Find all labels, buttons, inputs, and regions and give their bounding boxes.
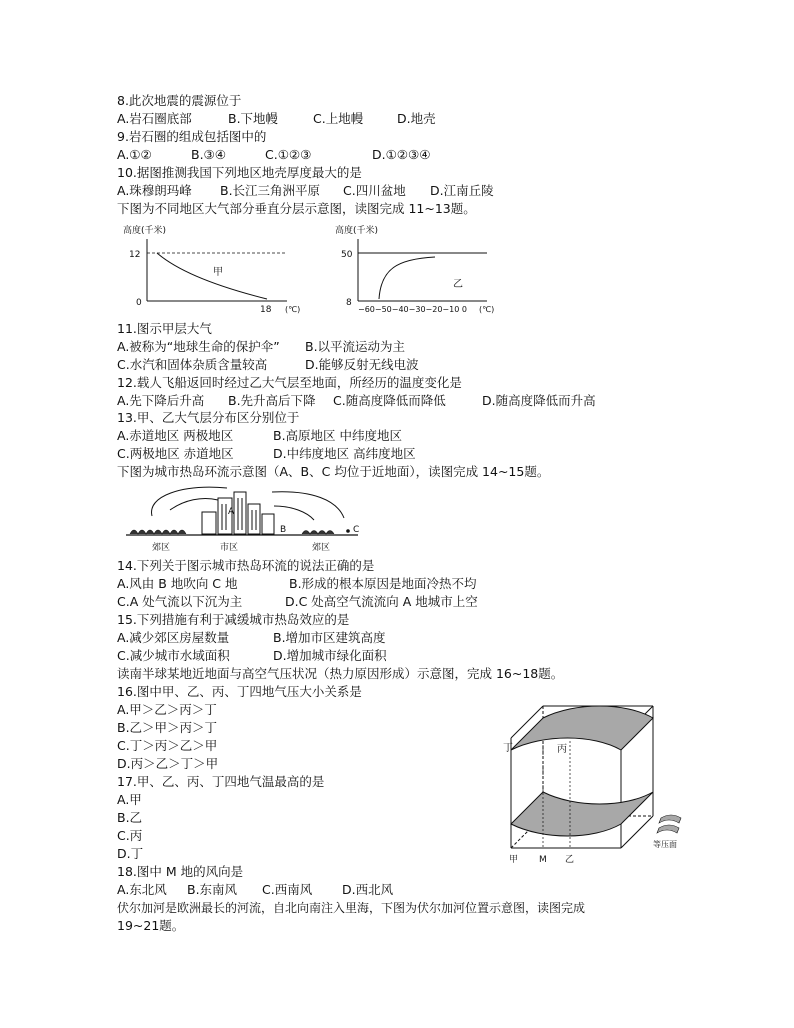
q16-option-d: D.丙＞乙＞丁＞甲 bbox=[117, 756, 219, 771]
q10-option-d: D.江南丘陵 bbox=[430, 183, 494, 198]
label-suburb-right: 郊区 bbox=[312, 543, 331, 553]
label-suburb-left: 郊区 bbox=[152, 543, 171, 553]
q16-option-a: A.甲＞乙＞丙＞丁 bbox=[117, 702, 217, 717]
atmosphere-layer-figure bbox=[117, 219, 507, 319]
legend-label: 等压面 bbox=[653, 840, 677, 849]
q8-stem: 8.此次地震的震源位于 bbox=[117, 93, 242, 108]
intro-11-13: 下图为不同地区大气部分垂直分层示意图，读图完成 11~13题。 bbox=[117, 201, 476, 216]
q12-option-c: C.随高度降低而降低 bbox=[333, 393, 446, 408]
label-c: C bbox=[353, 525, 360, 535]
q12-stem: 12.载人飞船返回时经过乙大气层至地面，所经历的温度变化是 bbox=[117, 375, 462, 390]
lower-isobaric-surface bbox=[511, 792, 653, 836]
legend-symbol-bottom bbox=[657, 825, 679, 833]
q15-option-a: A.减少郊区房屋数量 bbox=[117, 630, 230, 645]
q15-option-d: D.增加城市绿化面积 bbox=[273, 648, 387, 663]
left-temp-curve bbox=[157, 253, 267, 299]
left-ylabel: 高度(千米) bbox=[123, 226, 167, 236]
label-bing: 丙 bbox=[557, 744, 567, 755]
q13-option-b: B.高原地区 中纬度地区 bbox=[273, 428, 403, 443]
legend-symbol-top bbox=[659, 815, 681, 823]
q12-option-b: B.先升高后下降 bbox=[228, 393, 316, 408]
q15-option-b: B.增加市区建筑高度 bbox=[273, 630, 386, 645]
intro-14-15: 下图为城市热岛环流示意图（A、B、C 均位于近地面），读图完成 14~15题。 bbox=[117, 464, 550, 479]
q10-option-c: C.四川盆地 bbox=[343, 183, 406, 198]
q17-stem: 17.甲、乙、丙、丁四地气温最高的是 bbox=[117, 774, 325, 789]
label-m: M bbox=[539, 855, 547, 865]
label-yi: 乙 bbox=[565, 855, 575, 865]
isobaric-surface-figure bbox=[503, 700, 693, 868]
q11-option-b: B.以平流运动为主 bbox=[305, 339, 406, 354]
left-x-unit: (℃) bbox=[285, 305, 301, 314]
q13-option-a: A.赤道地区 两极地区 bbox=[117, 428, 234, 443]
circulation-arc-right-outer bbox=[272, 492, 344, 518]
q11-option-d: D.能够反射无线电波 bbox=[305, 357, 419, 372]
label-b: B bbox=[280, 525, 287, 535]
q10-option-b: B.长江三角洲平原 bbox=[220, 183, 321, 198]
q18-stem: 18.图中 M 地的风向是 bbox=[117, 864, 244, 879]
q17-option-b: B.乙 bbox=[117, 810, 143, 825]
label-urban: 市区 bbox=[220, 543, 239, 553]
city-buildings bbox=[202, 492, 274, 534]
q16-option-b: B.乙＞甲＞丙＞丁 bbox=[117, 720, 218, 735]
point-c-dot bbox=[346, 529, 350, 533]
left-x-end-tick: 18 bbox=[260, 305, 272, 315]
q8-option-a: A.岩石圈底部 bbox=[117, 111, 192, 126]
q18-option-a: A.东北风 bbox=[117, 882, 167, 897]
right-temp-curve bbox=[379, 257, 435, 299]
q11-option-c: C.水汽和固体杂质含量较高 bbox=[117, 357, 268, 372]
q10-option-a: A.珠穆朗玛峰 bbox=[117, 183, 192, 198]
right-y-bottom-tick: 8 bbox=[346, 298, 352, 308]
q14-option-c: C.A 处气流以下沉为主 bbox=[117, 594, 243, 609]
closing-line-1: 伏尔加河是欧洲最长的河流，自北向南注入里海，下图为伏尔加河位置示意图，读图完成 bbox=[117, 901, 586, 915]
label-a: A bbox=[228, 507, 235, 517]
q9-option-d: D.①②③④ bbox=[372, 147, 431, 162]
closing-line-2: 19~21题。 bbox=[117, 918, 185, 933]
q15-option-c: C.减少城市水域面积 bbox=[117, 648, 230, 663]
q17-option-c: C.丙 bbox=[117, 828, 143, 843]
left-y-top-tick: 12 bbox=[129, 250, 141, 260]
q9-option-a: A.①② bbox=[117, 147, 152, 162]
trees-right bbox=[302, 531, 334, 535]
q10-stem: 10.据图推测我国下列地区地壳厚度最大的是 bbox=[117, 165, 362, 180]
q14-option-d: D.C 处高空气流流向 A 地城市上空 bbox=[285, 594, 478, 609]
circulation-arc-left-inner bbox=[170, 498, 218, 510]
q13-stem: 13.甲、乙大气层分布区分别位于 bbox=[117, 410, 300, 425]
q15-stem: 15.下列措施有利于减缓城市热岛效应的是 bbox=[117, 612, 350, 627]
atmosphere-left-panel bbox=[123, 224, 300, 315]
q16-option-c: C.丁＞丙＞乙＞甲 bbox=[117, 738, 218, 753]
right-y-top-tick: 50 bbox=[341, 250, 353, 260]
q12-option-a: A.先下降后升高 bbox=[117, 393, 205, 408]
q17-option-d: D.丁 bbox=[117, 846, 144, 861]
label-ding: 丁 bbox=[503, 743, 513, 754]
upper-isobaric-surface bbox=[511, 706, 653, 750]
q9-stem: 9.岩石圈的组成包括图中的 bbox=[117, 129, 267, 144]
left-y-bottom-tick: 0 bbox=[136, 298, 142, 308]
q8-option-d: D.地壳 bbox=[397, 111, 436, 126]
circulation-arc-right-inner bbox=[274, 506, 314, 520]
label-jia: 甲 bbox=[509, 855, 519, 865]
right-x-ticks: −60−50−40−30−20−10 0 bbox=[358, 305, 467, 314]
city-heat-island-figure bbox=[122, 480, 382, 556]
q13-option-d: D.中纬度地区 高纬度地区 bbox=[273, 446, 416, 461]
q14-option-a: A.风由 B 地吹向 C 地 bbox=[117, 576, 238, 591]
right-ylabel: 高度(千米) bbox=[335, 226, 379, 236]
atmosphere-right-panel bbox=[335, 224, 494, 314]
right-label-yi: 乙 bbox=[453, 279, 463, 290]
q14-stem: 14.下列关于图示城市热岛环流的说法正确的是 bbox=[117, 558, 375, 573]
q18-option-d: D.西北风 bbox=[342, 882, 394, 897]
q18-option-b: B.东南风 bbox=[187, 882, 238, 897]
q8-option-b: B.下地幔 bbox=[228, 111, 279, 126]
q14-option-b: B.形成的根本原因是地面冷热不均 bbox=[289, 576, 477, 591]
q12-option-d: D.随高度降低而升高 bbox=[482, 393, 596, 408]
q13-option-c: C.两极地区 赤道地区 bbox=[117, 446, 234, 461]
q8-option-c: C.上地幔 bbox=[313, 111, 364, 126]
left-label-jia: 甲 bbox=[213, 267, 223, 278]
q11-option-a: A.被称为“地球生命的保护伞” bbox=[117, 339, 280, 354]
q16-stem: 16.图中甲、乙、丙、丁四地气压大小关系是 bbox=[117, 684, 362, 699]
q17-option-a: A.甲 bbox=[117, 792, 142, 807]
q18-option-c: C.西南风 bbox=[262, 882, 313, 897]
intro-16-18: 读南半球某地近地面与高空气压状况（热力原因形成）示意图，完成 16~18题。 bbox=[117, 666, 564, 681]
trees-left bbox=[130, 530, 186, 534]
q9-option-b: B.③④ bbox=[191, 147, 226, 162]
q9-option-c: C.①②③ bbox=[265, 147, 312, 162]
right-x-unit: (℃) bbox=[479, 305, 495, 314]
q11-stem: 11.图示甲层大气 bbox=[117, 321, 212, 336]
